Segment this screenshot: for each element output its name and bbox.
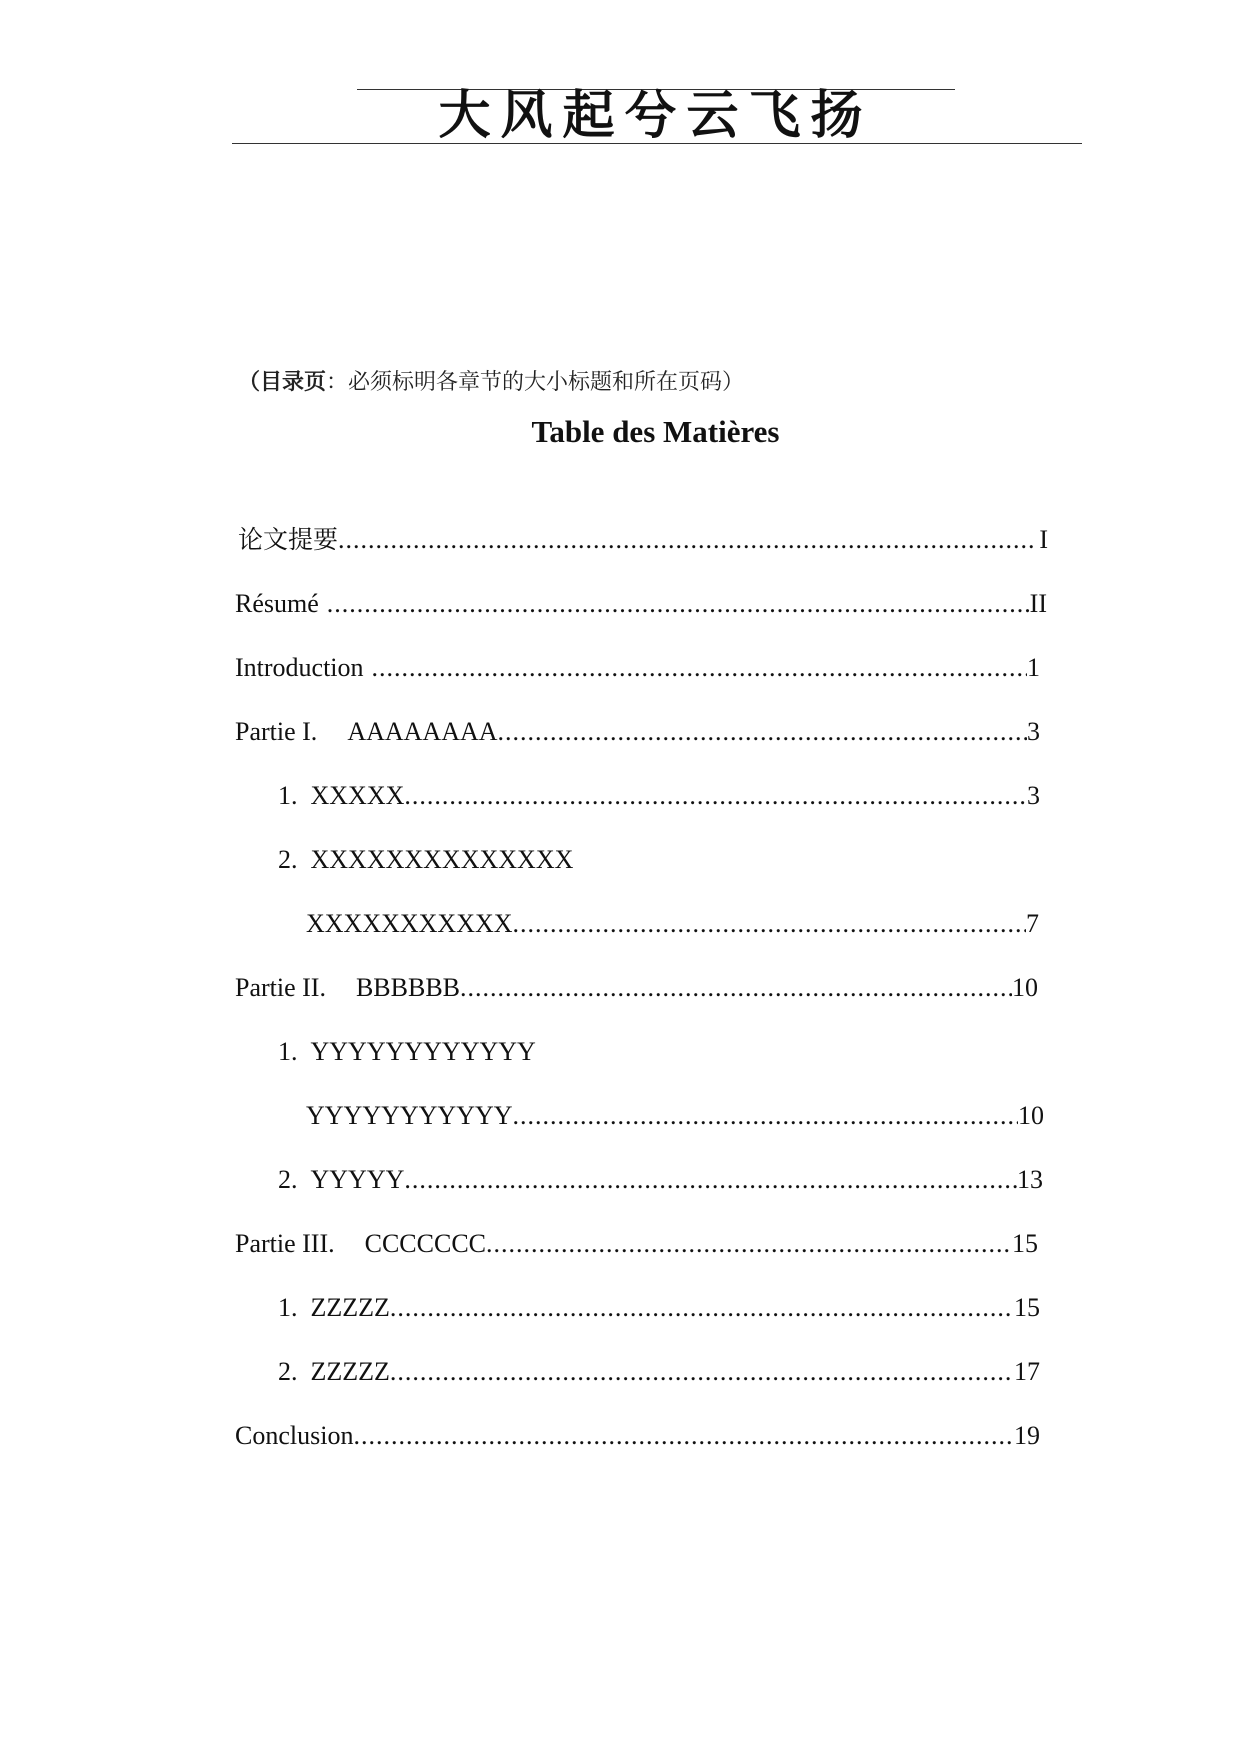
toc-page-number: 10: [1012, 973, 1038, 1002]
toc-partie-title: BBBBBB: [355, 973, 461, 1002]
toc-entry-p1-s2-line2[interactable]: [306, 907, 1039, 941]
toc-leader-dots: [513, 907, 1026, 941]
toc-partie-prefix: Partie III.: [235, 1229, 335, 1258]
toc-entry-p3-s2[interactable]: [278, 1355, 1040, 1389]
toc-page-number: 17: [1014, 1357, 1040, 1386]
toc-page-number: II: [1029, 589, 1047, 618]
toc-entry-abstract-cn[interactable]: [238, 523, 1048, 557]
toc-page-number: 3: [1027, 781, 1040, 810]
toc-section-title: ZZZZZ: [310, 1357, 390, 1386]
toc-label: [235, 971, 460, 1005]
toc-label: [278, 1355, 390, 1389]
toc-entry-p1-s1[interactable]: [278, 779, 1040, 813]
toc-section-number: 2.: [278, 1165, 298, 1194]
toc-section-number: 2.: [278, 845, 298, 874]
toc-partie-prefix: Partie I.: [235, 717, 318, 746]
toc-section-title: YYYYYYYYYYYY: [310, 1037, 536, 1066]
toc-label: [278, 779, 404, 813]
note-bold-part: （目录页: [238, 370, 327, 395]
toc-page-number: I: [1039, 525, 1048, 554]
toc-leader-dots: [390, 1291, 1014, 1325]
toc-label: [278, 1163, 404, 1197]
toc-partie-title: AAAAAAAA: [347, 717, 498, 746]
toc-leader-dots: [404, 779, 1027, 813]
toc-section-title: YYYYY: [310, 1165, 405, 1194]
toc-section-number: 1.: [278, 1037, 298, 1066]
toc-page-number: 15: [1014, 1293, 1040, 1322]
toc-section-title: ZZZZZ: [310, 1293, 390, 1322]
toc-leader-dots: [404, 1163, 1017, 1197]
toc-entry-partie2[interactable]: [235, 971, 1038, 1005]
toc-page-number: 15: [1012, 1229, 1038, 1258]
toc-title: Table des Matières: [531, 414, 780, 449]
toc-page-number: 10: [1018, 1101, 1044, 1130]
toc-section-number: 1.: [278, 781, 298, 810]
toc-entry-conclusion[interactable]: [235, 1419, 1040, 1453]
toc-page-number: 19: [1014, 1421, 1040, 1450]
toc-section-number: 2.: [278, 1357, 298, 1386]
toc-entry-resume[interactable]: [235, 587, 1047, 621]
toc-page-number: 1: [1027, 653, 1040, 682]
header-title: 大风起兮云飞扬: [438, 85, 873, 146]
toc-leader-dots: [353, 1419, 1014, 1453]
toc-label: [235, 1227, 486, 1261]
note-rest: ：必须标明各章节的大小标题和所在页码）: [326, 370, 745, 395]
toc-leader-dots: [338, 523, 1033, 557]
toc-entry-p1-s2-line1[interactable]: [278, 843, 573, 877]
toc-label: [235, 715, 498, 749]
toc-label: Conclusion: [235, 1421, 354, 1450]
toc-label: Résumé: [235, 589, 319, 618]
toc-partie-title: CCCCCCC: [364, 1229, 487, 1258]
header-line-bottom: [232, 143, 1082, 144]
toc-entry-p2-s1-line2[interactable]: [306, 1099, 1044, 1133]
toc-instruction-note: [238, 365, 744, 396]
toc-leader-dots: [372, 651, 1027, 685]
toc-section-number: 1.: [278, 1293, 298, 1322]
toc-leader-dots: [327, 587, 1030, 621]
toc-entry-p2-s1-line1[interactable]: [278, 1035, 536, 1069]
toc-partie-prefix: Partie II.: [235, 973, 326, 1002]
toc-label: [278, 1291, 390, 1325]
toc-section-title: XXXXX: [310, 781, 405, 810]
toc-section-title: XXXXXXXXXXXXXX: [310, 845, 574, 874]
toc-page-number: 7: [1026, 909, 1039, 938]
toc-page-number: 3: [1027, 717, 1040, 746]
toc-label: 论文提要: [238, 525, 339, 554]
toc-entry-p3-s1[interactable]: [278, 1291, 1040, 1325]
toc-entry-partie3[interactable]: [235, 1227, 1038, 1261]
toc-label: Introduction: [235, 653, 364, 682]
toc-leader-dots: [498, 715, 1027, 749]
toc-label: [278, 1035, 536, 1069]
toc-section-title-cont: YYYYYYYYYYY: [306, 1101, 513, 1130]
toc-leader-dots: [513, 1099, 1018, 1133]
toc-leader-dots: [460, 971, 1012, 1005]
toc-entry-introduction[interactable]: [235, 651, 1040, 685]
toc-section-title-cont: XXXXXXXXXXX: [306, 909, 513, 938]
toc-leader-dots: [390, 1355, 1014, 1389]
toc-entry-p2-s2[interactable]: [278, 1163, 1043, 1197]
toc-entry-partie1[interactable]: [235, 715, 1040, 749]
toc-leader-dots: [486, 1227, 1012, 1261]
toc-label: [278, 843, 573, 877]
toc-page-number: 13: [1017, 1165, 1043, 1194]
